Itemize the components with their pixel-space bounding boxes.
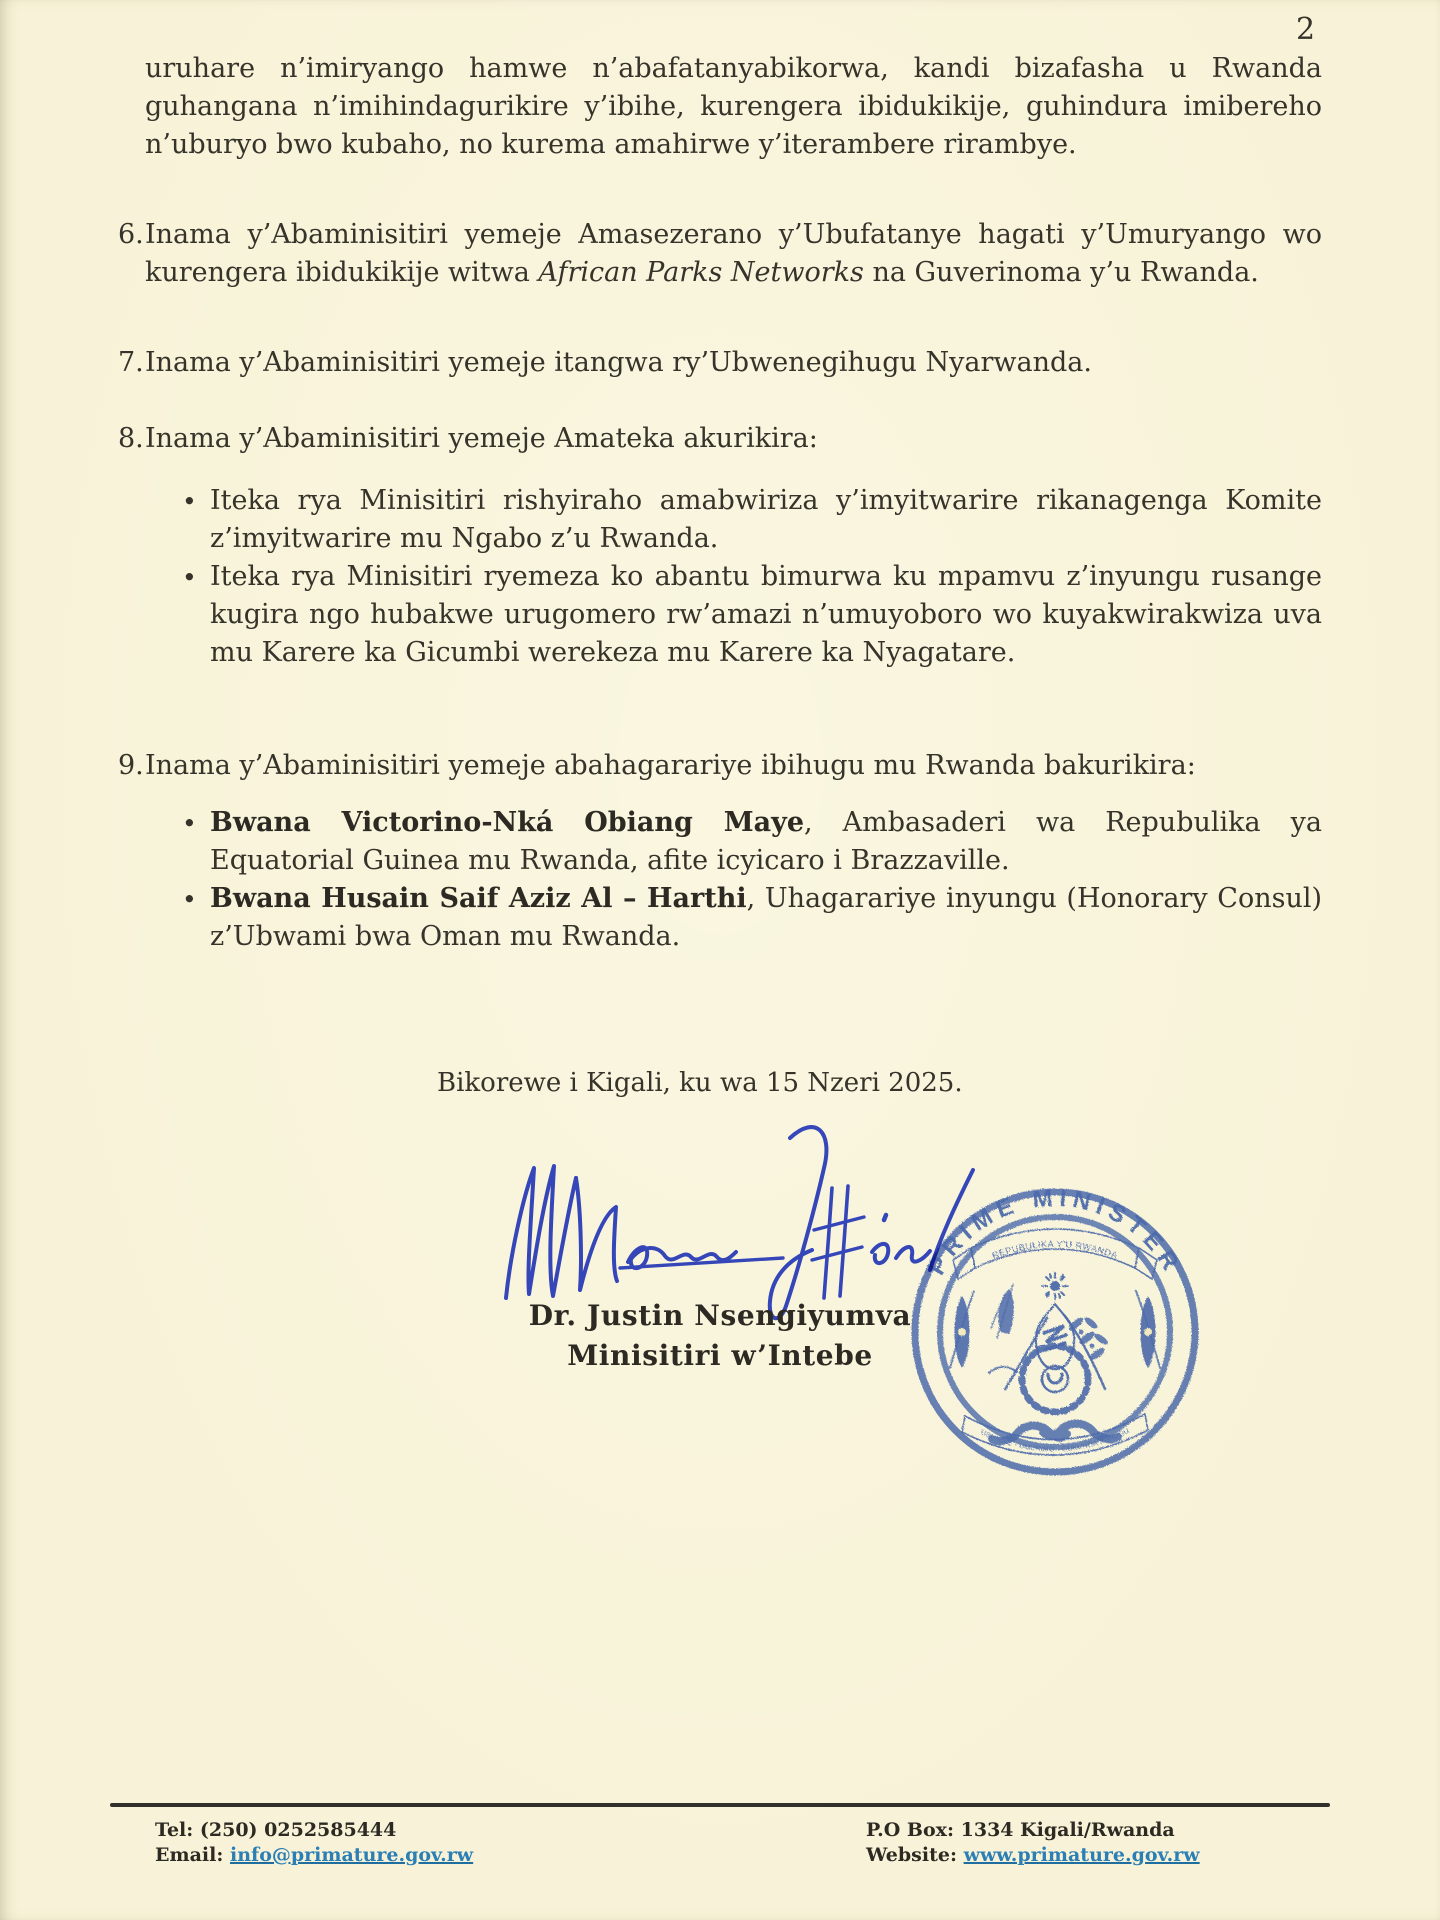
pobox-label: P.O Box: [866,1819,954,1841]
pobox-value: 1334 Kigali/Rwanda [960,1819,1175,1841]
footer-tel-line [155,1818,473,1843]
ambassador-name: Bwana Victorino-Nká Obiang Maye [210,807,805,838]
date-line: Bikorewe i Kigali, ku wa 15 Nzeri 2025. [437,1068,963,1098]
bullet-item [180,880,1322,956]
footer-right-column [866,1818,1200,1868]
intro-paragraph: uruhare n’imiryango hamwe n’abafatanyabikorwa, kandi bizafasha u Rwanda guhangana n’imihindagurikire y’ibihe, kurengera ibidukikije, guhindura imibereho n’uburyo bwo kubaho, no kurema amahirwe y’iterambere rirambye. [145,53,1322,160]
svg-text:REPUBULIKA Y'U RWANDA [991,1239,1119,1261]
footer-left-column [155,1818,473,1868]
bullet-item: • Iteka rya Minisitiri rishyiraho amabwiriza y’imyitwarire rikanagenga Komite z’imyitwarire mu Ngabo z’u Rwanda. [180,482,1322,558]
footer-divider [110,1803,1330,1807]
item-text: Inama y’Abaminisitiri yemeje itangwa ry’Ubwenegihugu Nyarwanda. [145,347,1092,378]
footer-pobox-line [866,1818,1200,1843]
item-number: 9. [118,750,144,781]
bullet-item [180,804,1322,880]
item8-bullet-list [180,482,1322,672]
item6-text-end: na Guverinoma y’u Rwanda. [863,257,1259,288]
bullet-item: • Iteka rya Minisitiri ryemeza ko abantu bimurwa ku mpamvu z’inyungu rusange kugira ngo hubakwe urugomero rw’amazi n’umuyoboro wo kuyakwirakwiza uva mu Karere ka Gicumbi werekeza mu Karere ka Nyagatare. [180,558,1322,672]
item-number: 6. [118,219,144,250]
email-link[interactable]: info@primature.gov.rw [229,1844,474,1866]
ambassador-description: , Ambasaderi wa Repubulika ya Equatorial Guinea mu Rwanda, afite icyicaro i Brazzaville. [210,807,1322,876]
stamp-top-banner-text: REPUBULIKA Y'U RWANDA [990,1238,1120,1261]
footer-email-line [155,1843,473,1868]
numbered-item-6 [118,216,1322,292]
numbered-item-7 [118,344,1322,382]
stamp-bottom-banner-text: UBUMWE - UMURIMO - GUKUNDA IGIHUGU [979,1427,1131,1454]
website-label: Website: [866,1844,957,1866]
tel-value: (250) 0252585444 [199,1819,397,1841]
item-text: Inama y’Abaminisitiri yemeje abahagarariye ibihugu mu Rwanda bakurikira: [145,750,1196,781]
item-text [145,216,1322,292]
item9-bullet-list [180,804,1322,956]
item-number: 7. [118,347,144,378]
footer-website-line [866,1843,1200,1868]
signatory-block [520,1296,920,1376]
signatory-title: Minisitiri w’Intebe [567,1339,873,1372]
numbered-item-9 [118,747,1322,785]
item6-italic-org-name: African Parks Networks [538,257,864,288]
prime-minister-stamp [905,1182,1205,1482]
numbered-item-8 [118,420,1322,458]
item6-text-start: Inama y’Abaminisitiri yemeje Amasezerano y’Ubufatanye hagati y’Umuryango wo kurengera ibidukikije witwa [145,219,1322,288]
website-link[interactable]: www.primature.gov.rw [963,1844,1200,1866]
consul-description: , Uhagarariye inyungu (Honorary Consul) z’Ubwami bwa Oman mu Rwanda. [210,883,1322,952]
email-label: Email: [155,1844,224,1866]
item-text: Inama y’Abaminisitiri yemeje Amateka akurikira: [145,423,818,454]
tel-label: Tel: [155,1819,194,1841]
consul-name: Bwana Husain Saif Aziz Al – Harthi [210,883,747,914]
signatory-name: Dr. Justin Nsengiyumva [528,1299,912,1332]
item-number: 8. [118,423,144,454]
page-number: 2 [1296,12,1316,47]
stamp-arc-text: PRIME MINISTER [923,1184,1187,1280]
